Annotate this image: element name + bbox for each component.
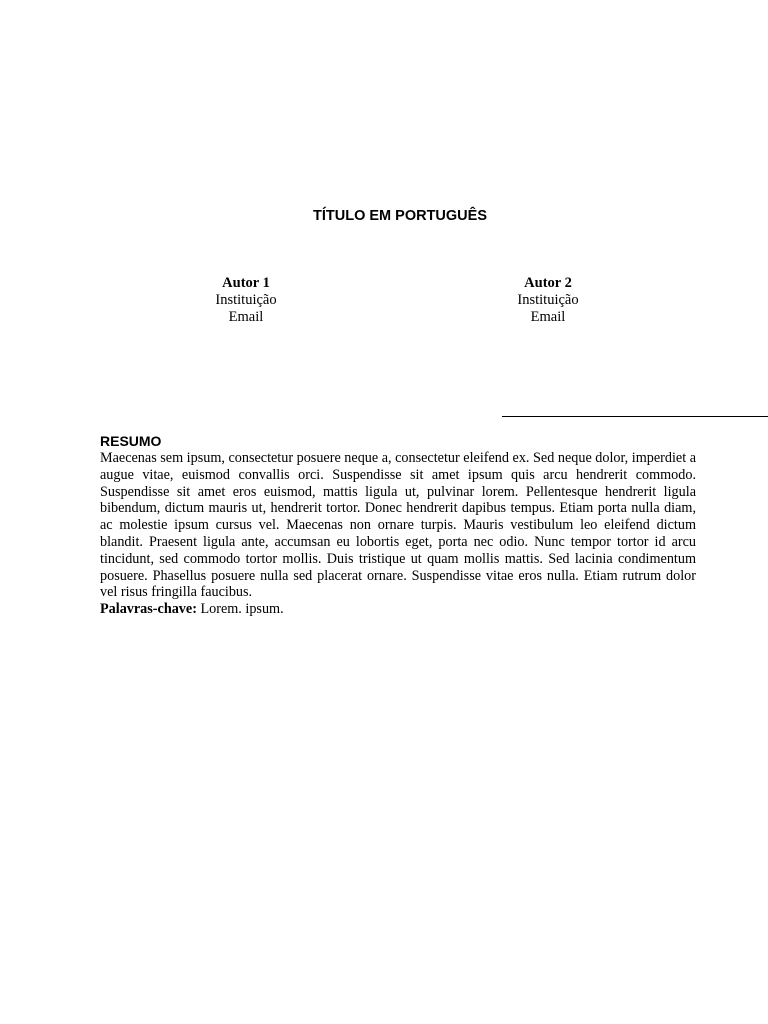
author-email: Email xyxy=(228,308,264,325)
document-title: TÍTULO EM PORTUGUÊS xyxy=(313,208,487,224)
author-name: Autor 2 xyxy=(524,275,572,291)
abstract-heading: RESUMO xyxy=(100,433,162,449)
author-email: Email xyxy=(530,308,566,325)
keywords-line xyxy=(100,601,696,618)
author-name: Autor 1 xyxy=(222,275,270,291)
footnote-separator-line xyxy=(502,416,768,417)
author-institution: Instituição xyxy=(215,291,277,308)
author-block-2 xyxy=(458,275,638,325)
keywords-label: Palavras-chave: xyxy=(100,601,197,618)
abstract-body: Maecenas sem ipsum, consectetur posuere neque a, consectetur eleifend ex. Sed neque dolor, imperdiet a augue vitae, euismod convallis orci. Suspendisse sit amet ipsum quis arcu hendrerit commodo. Suspendisse sit amet eros euismod, mattis ligula ut, pulvinar lorem. Pellentesque hendrerit ligula bibendum, dictum mauris ut, hendrerit tortor. Donec hendrerit dapibus tempus. Etiam porta nulla diam, ac molestie ipsum cursus vel. Maecenas non ornare turpis. Mauris vestibulum leo eleifend dictum blandit. Praesent ligula ante, accumsan eu lobortis eget, porta nec odio. Nunc tempor tortor id arcu tincidunt, sed commodo tortor mollis. Duis tristique ut quam mollis mattis. Sed lacinia condimentum posuere. Phasellus posuere nulla sed placerat ornare. Suspendisse vitae eros nulla. Etiam rutrum dolor vel risus fringilla faucibus. xyxy=(100,450,696,601)
author-block-1 xyxy=(156,275,336,325)
abstract-section xyxy=(100,432,696,618)
keywords-value: Lorem. ipsum. xyxy=(200,601,284,618)
author-institution: Instituição xyxy=(517,291,579,308)
